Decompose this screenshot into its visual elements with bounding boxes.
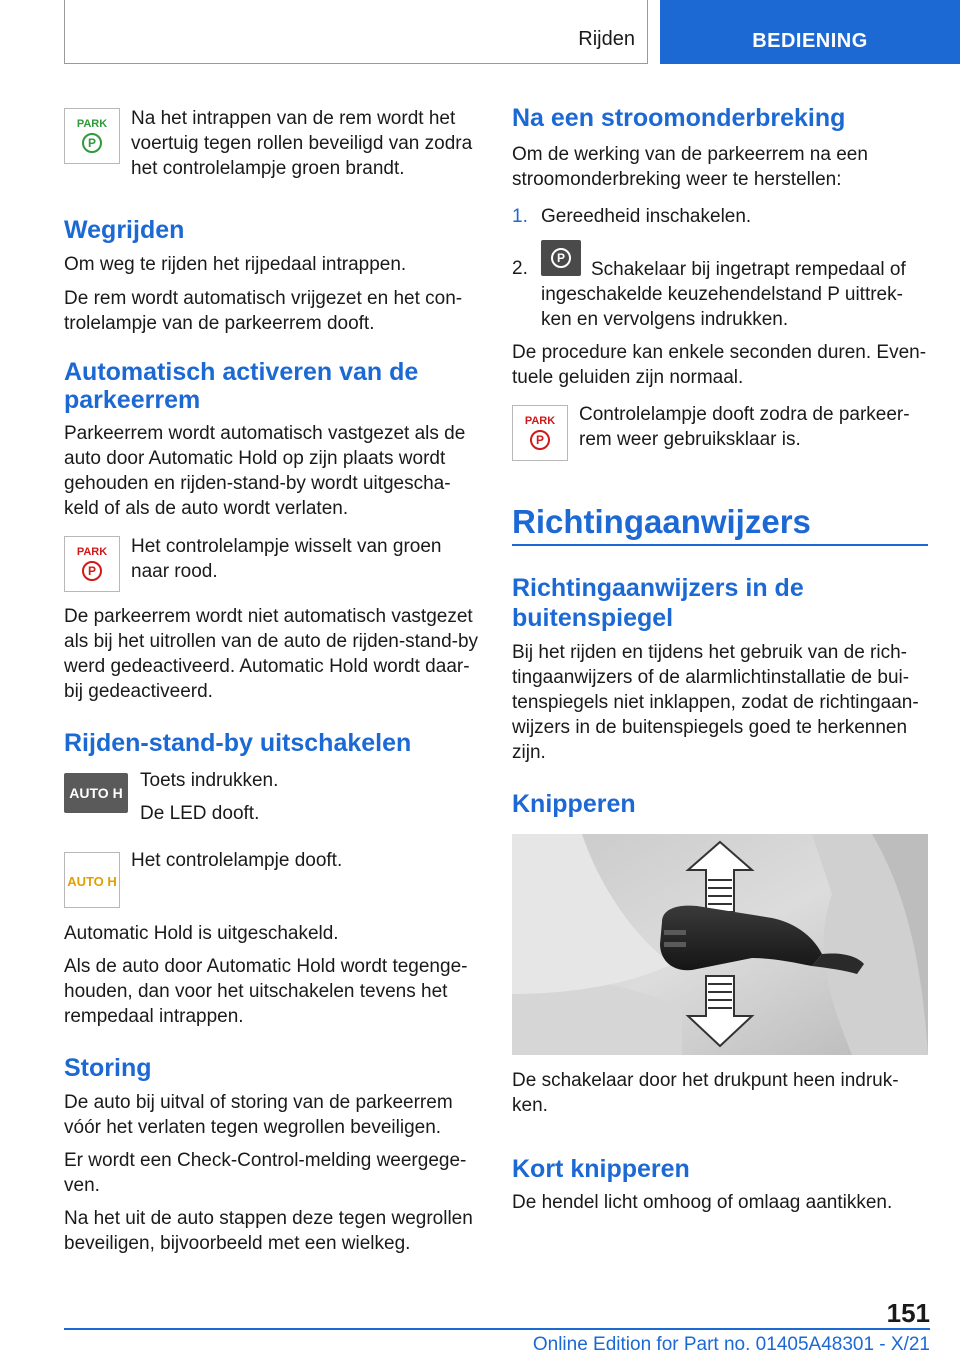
park-symbol: P bbox=[82, 133, 102, 153]
footer-rule bbox=[64, 1328, 930, 1330]
standby-button-text: Toets indrukken. De LED dooft. bbox=[140, 770, 279, 824]
edition-link[interactable]: Online Edition for Part no. 01405A48301 - X/21 bbox=[532, 1334, 930, 1355]
turn-signal-stalk-illustration bbox=[512, 834, 928, 1055]
auto-activeren-body: Parkeerrem wordt automatisch vastgezet als de auto door Automatic Hold op zijn plaats wordt gehouden en rijden-stand-by wordt uitgescha- keld of als de auto wordt verlaten. bbox=[64, 423, 466, 519]
title-rule bbox=[512, 544, 928, 546]
parking-brake-switch-icon bbox=[541, 240, 581, 276]
header-chapter-box bbox=[660, 0, 960, 64]
stroom-step-2-rest: ingeschakelde keuzehendelstand P uittrek- ken en vervolgens indrukken. bbox=[541, 284, 903, 330]
kort-body: De hendel licht omhoog of omlaag aantikken. bbox=[512, 1192, 893, 1213]
storing-body: De auto bij uitval of storing van de parkeerrem vóór het verlaten tegen wegrollen beveiligen. Er wordt een Check-Control-melding weergege- ven. Na het uit de auto stappen deze tegen wegrollen beveiligen, bijvoorbeeld met een wielkeg. bbox=[64, 1092, 473, 1254]
storing-heading: Storing bbox=[64, 1054, 152, 1082]
stroom-step-2-num: 2. bbox=[512, 258, 528, 279]
stroom-note: De procedure kan enkele seconden duren. Even- tuele geluiden zijn normaal. bbox=[512, 342, 927, 388]
park-label: PARK bbox=[76, 118, 108, 130]
stroom-step-2-line-1: Schakelaar bij ingetrapt rempedaal of bbox=[591, 259, 906, 280]
wegrijden-heading: Wegrijden bbox=[64, 216, 185, 244]
knipperen-heading: Knipperen bbox=[512, 790, 636, 818]
header-chapter-title: BEDIENING bbox=[752, 30, 868, 52]
knipperen-caption: De schakelaar door het drukpunt heen indruk- ken. bbox=[512, 1070, 899, 1116]
richting-title: Richtingaanwijzers bbox=[512, 503, 811, 540]
header-section-title: Rijden bbox=[578, 28, 635, 50]
auto-h-button-icon bbox=[64, 773, 128, 813]
park-symbol: P bbox=[551, 248, 571, 268]
stroom-intro: Om de werking van de parkeerrem na een stroomonderbreking weer te herstellen: bbox=[512, 144, 868, 190]
header-section-box bbox=[64, 0, 648, 64]
richting-sub-heading: Richtingaanwijzers in de buitenspiegel bbox=[512, 574, 804, 632]
richting-body: Bij het rijden en tijdens het gebruik van de rich- tingaanwijzers of de alarmlichtinstallatie de bui- tenspiegels niet inklappen, zodat de richtingaan- wijzers in de buitenspiegels goed te herkennen zijn. bbox=[512, 642, 919, 763]
park-label: PARK bbox=[524, 415, 556, 427]
auto-h-lamp-icon bbox=[64, 852, 120, 908]
page-number: 151 bbox=[886, 1298, 930, 1328]
park-symbol: P bbox=[530, 430, 550, 450]
wegrijden-body: Om weg te rijden het rijpedaal intrappen. De rem wordt automatisch vrijgezet en het con- trolelampje van de parkeerrem dooft. bbox=[64, 254, 463, 334]
stroom-icon-text: Controlelampje dooft zodra de parkeer- rem weer gebruiksklaar is. bbox=[579, 404, 910, 450]
standby-body: Automatic Hold is uitgeschakeld. Als de auto door Automatic Hold wordt tegenge- houden, dan voor het uitschakelen tevens het rempedaal intrappen. bbox=[64, 923, 468, 1027]
park-red-icon-2 bbox=[512, 405, 568, 461]
auto-h-label: AUTO H bbox=[67, 874, 117, 889]
auto-activeren-note: De parkeerrem wordt niet automatisch vastgezet als bij het uitrollen van de auto de rijden-stand-by werd gedeactiveerd. Automatic Hold wordt daar- bij gedeactiveerd. bbox=[64, 606, 479, 702]
park-red-icon bbox=[64, 536, 120, 592]
standby-heading: Rijden-stand-by uitschakelen bbox=[64, 729, 412, 757]
park-symbol: P bbox=[82, 561, 102, 581]
park-label: PARK bbox=[76, 546, 108, 558]
standby-lamp-text: Het controlelampje dooft. bbox=[131, 850, 343, 871]
stroom-heading: Na een stroomonderbreking bbox=[512, 104, 846, 132]
park-green-text: Na het intrappen van de rem wordt het voertuig tegen rollen beveiligd van zodra het controlelampje groen brandt. bbox=[131, 108, 473, 179]
park-green-icon bbox=[64, 108, 120, 164]
stroom-step-1: 1. Gereedheid inschakelen. bbox=[512, 206, 752, 227]
park-red-text: Het controlelampje wisselt van groen naar rood. bbox=[131, 536, 442, 582]
auto-activeren-heading: Automatisch activeren van de parkeerrem bbox=[64, 358, 419, 414]
auto-h-label: AUTO H bbox=[69, 785, 123, 801]
kort-heading: Kort knipperen bbox=[512, 1155, 690, 1183]
